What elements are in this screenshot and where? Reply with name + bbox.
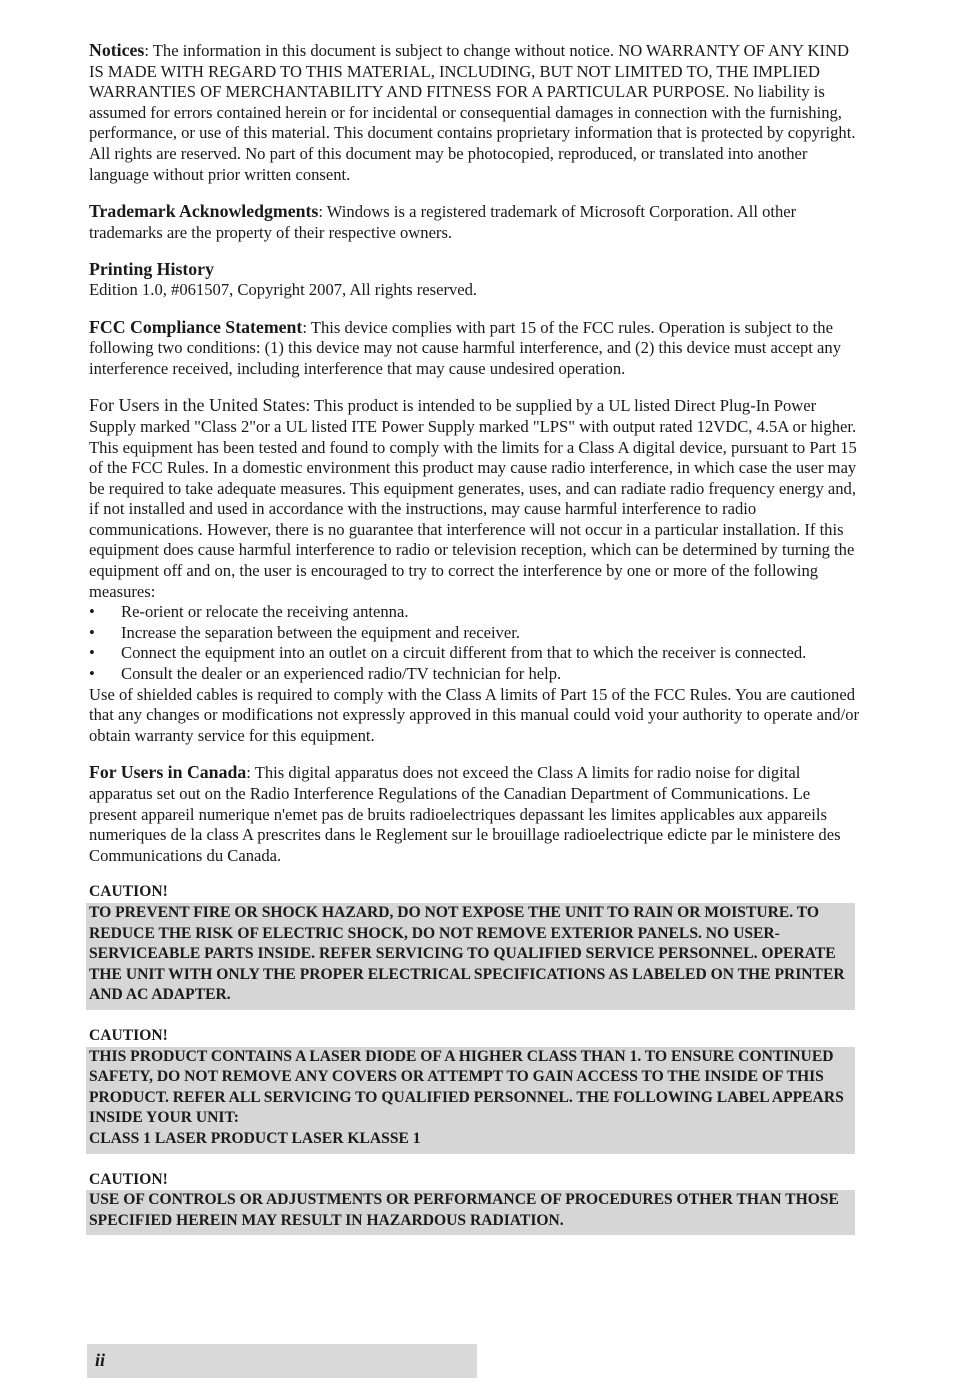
list-item-text: Re-orient or relocate the receiving antenna. bbox=[121, 602, 409, 622]
bullet-marker: • bbox=[89, 622, 95, 642]
printing-history-paragraph bbox=[89, 259, 861, 300]
list-item bbox=[89, 602, 861, 623]
caution-label: CAUTION! bbox=[89, 883, 168, 901]
us-users-section bbox=[89, 395, 861, 746]
caution-label: CAUTION! bbox=[89, 1026, 168, 1044]
page-number: ii bbox=[95, 1350, 106, 1370]
caution-box bbox=[86, 1047, 855, 1154]
list-item bbox=[89, 623, 861, 644]
caution-text: USE OF CONTROLS OR ADJUSTMENTS OR PERFORMANCE OF PROCEDURES OTHER THAN THOSE SPECIFIED HEREIN MAY RESULT IN HAZARDOUS RADIATION. bbox=[89, 1191, 839, 1229]
bullet-marker: • bbox=[89, 664, 95, 684]
caution-radiation bbox=[89, 1170, 861, 1236]
list-item bbox=[89, 664, 861, 685]
printing-history-heading: Printing History bbox=[89, 259, 214, 280]
list-item-text: Increase the separation between the equipment and receiver. bbox=[121, 622, 520, 642]
caution-fire-shock bbox=[89, 882, 861, 1010]
list-item-text: Consult the dealer or an experienced radio/TV technician for help. bbox=[121, 664, 562, 684]
page-content bbox=[89, 40, 861, 1251]
list-item-text: Connect the equipment into an outlet on a circuit different from that to which the receiver is connected. bbox=[121, 643, 807, 663]
caution-text: CLASS 1 LASER PRODUCT LASER KLASSE 1 bbox=[89, 1129, 421, 1147]
us-users-text: : This product is intended to be supplied by a UL listed Direct Plug-In Power Supply marked "Class 2"or a UL listed ITE Power Supply marked "LPS" with output rated 12VDC, 4.5A or higher. This equipment has been tested and found to comply with the limits for a Class A digital device, pursuant to Part 15 of the FCC Rules. In a domestic environment this product may cause radio interference, in which case the user may be required to take adequate measures. This equipment generates, uses, and can radiate radio frequency energy and, if not installed and used in accordance with the instructions, may cause harmful interference to radio communications. However, there is no guarantee that interference will not occur in a particular installation. If this equipment does cause harmful interference to radio or television reception, which can be determined by turning the equipment off and on, the user is encouraged to try to correct the interference by one or more of the following measures: bbox=[89, 396, 857, 601]
us-users-after-text: Use of shielded cables is required to comply with the Class A limits of Part 15 of the FCC Rules. You are cautioned that any changes or modifications not expressly approved in this manual could void your authority to operate and/or obtain warranty service for this equipment. bbox=[89, 684, 860, 745]
trademark-paragraph bbox=[89, 201, 861, 243]
caution-box bbox=[86, 1190, 855, 1235]
fcc-heading: FCC Compliance Statement bbox=[89, 316, 303, 337]
canada-text: : This digital apparatus does not exceed the Class A limits for radio noise for digital apparatus set out on the Radio Interference Regulations of the Canadian Department of Communications. Le present appareil numerique n'emet pas de bruits radioelectriques depassant les limites applicables aux appareils numeriques de la class A prescrites dans le Reglement sur le brouillage radioelectrique edicte par le ministere des Communications du Canada. bbox=[89, 763, 841, 865]
caution-laser bbox=[89, 1026, 861, 1154]
fcc-paragraph bbox=[89, 317, 861, 380]
bullet-marker: • bbox=[89, 602, 95, 622]
canada-paragraph bbox=[89, 762, 861, 866]
fcc-text: : This device complies with part 15 of the FCC rules. Operation is subject to the following two conditions: (1) this device may not cause harmful interference, and (2) this device must accept any interference received, including interference that may cause undesired operation. bbox=[89, 317, 842, 378]
notices-heading: Notices bbox=[89, 40, 145, 60]
caution-label: CAUTION! bbox=[89, 1170, 168, 1188]
page-footer bbox=[87, 1344, 477, 1378]
bullet-marker: • bbox=[89, 643, 95, 663]
notices-paragraph bbox=[89, 40, 861, 185]
canada-heading: For Users in Canada bbox=[89, 762, 247, 783]
printing-history-text: Edition 1.0, #061507, Copyright 2007, All rights reserved. bbox=[89, 279, 478, 299]
notices-text: : The information in this document is subject to change without notice. NO WARRANTY OF ANY KIND IS MADE WITH REGARD TO THIS MATERIAL, INCLUDING, BUT NOT LIMITED TO, THE IMPLIED WARRANTIES OF MERCHANTABILITY AND FITNESS FOR A PARTICULAR PURPOSE. No liability is assumed for errors contained herein or for incidental or consequential damages in connection with the furnishing, performance, or use of this material. This document contains proprietary information that is protected by copyright. All rights are reserved. No part of this document may be photocopied, reproduced, or translated into another language without prior written consent. bbox=[89, 41, 856, 184]
caution-box bbox=[86, 903, 855, 1010]
caution-text: TO PREVENT FIRE OR SHOCK HAZARD, DO NOT EXPOSE THE UNIT TO RAIN OR MOISTURE. TO REDUCE THE RISK OF ELECTRIC SHOCK, DO NOT REMOVE EXTERIOR PANELS. NO USER-SERVICEABLE PARTS INSIDE. REFER SERVICING TO QUALIFIED SERVICE PERSONNEL. OPERATE THE UNIT WITH ONLY THE PROPER ELECTRICAL SPECIFICATIONS AS LABELED ON THE PRINTER AND AC ADAPTER. bbox=[89, 903, 845, 1004]
caution-text: THIS PRODUCT CONTAINS A LASER DIODE OF A HIGHER CLASS THAN 1. TO ENSURE CONTINUED SAFETY, DO NOT REMOVE ANY COVERS OR ATTEMPT TO GAIN ACCESS TO THE INSIDE OF THIS PRODUCT. REFER ALL SERVICING TO QUALIFIED PERSONNEL. THE FOLLOWING LABEL APPEARS INSIDE YOUR UNIT: bbox=[89, 1047, 844, 1127]
trademark-heading: Trademark Acknowledgments bbox=[89, 201, 319, 222]
interference-measures-list bbox=[89, 602, 861, 684]
us-users-heading: For Users in the United States bbox=[89, 395, 306, 416]
trademark-text: : Windows is a registered trademark of Microsoft Corporation. All other trademarks are the property of their respective owners. bbox=[89, 202, 797, 242]
list-item bbox=[89, 643, 861, 664]
